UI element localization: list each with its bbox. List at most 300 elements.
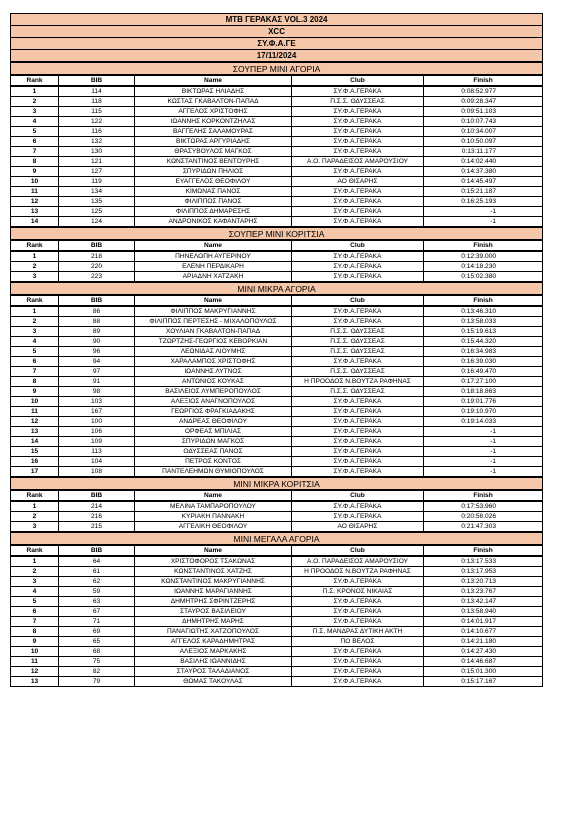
rank-cell: 17	[11, 467, 59, 478]
name-cell: ΚΩΝΣΤΑΝΤΙΝΟΣ ΒΕΝΤΟΥΡΗΣ	[135, 157, 292, 167]
table-row	[11, 327, 543, 337]
bib-cell: 115	[59, 107, 135, 117]
finish-cell: 0:13:58.033	[424, 317, 543, 327]
club-cell: ΣΥ.Φ.Α.ΓΕΡΑΚΑ	[292, 147, 424, 157]
bib-cell: 63	[59, 597, 135, 607]
table-row	[11, 317, 543, 327]
finish-cell: 0:20:58.026	[424, 512, 543, 522]
bib-cell: 88	[59, 317, 135, 327]
rank-cell: 8	[11, 377, 59, 387]
club-cell: Α.Ο. ΠΑΡΑΔΕΙΣΟΣ ΑΜΑΡΟΥΣΙΟΥ	[292, 157, 424, 167]
club-cell: ΣΥ.Φ.Α.ΓΕΡΑΚΑ	[292, 677, 424, 687]
event-title: MTB ΓΕΡΑΚΑΣ VOL.3 2024	[11, 14, 543, 26]
table-row	[11, 677, 543, 687]
finish-cell: 0:16:49.470	[424, 367, 543, 377]
finish-cell: -1	[424, 447, 543, 457]
name-cell: ΒΙΚΤΩΡΑΣ ΗΛΙΑΔΗΣ	[135, 86, 292, 97]
table-row	[11, 306, 543, 317]
column-header-finish: Finish	[424, 295, 543, 306]
finish-cell: 0:16:34.983	[424, 347, 543, 357]
bib-cell: 121	[59, 157, 135, 167]
finish-cell: 0:13:58.940	[424, 607, 543, 617]
bib-cell: 216	[59, 512, 135, 522]
name-cell: ΘΩΜΑΣ ΤΑΚΟΥΛΑΣ	[135, 677, 292, 687]
rank-cell: 11	[11, 407, 59, 417]
name-cell: ΑΛΕΞΙΟΣ ΑΝΑΓΝΟΠΟΥΛΟΣ	[135, 397, 292, 407]
table-row	[11, 262, 543, 272]
bib-cell: 98	[59, 387, 135, 397]
finish-cell: -1	[424, 217, 543, 228]
table-row	[11, 607, 543, 617]
table-row	[11, 397, 543, 407]
club-cell: ΣΥ.Φ.Α.ΓΕΡΑΚΑ	[292, 407, 424, 417]
column-header-name: Name	[135, 240, 292, 251]
club-cell: Π.Σ.Σ. ΟΔΥΣΣΕΑΣ	[292, 97, 424, 107]
column-header-rank: Rank	[11, 295, 59, 306]
finish-cell: 0:14:37.380	[424, 167, 543, 177]
table-row	[11, 367, 543, 377]
table-row	[11, 187, 543, 197]
club-cell: ΣΥ.Φ.Α.ΓΕΡΑΚΑ	[292, 262, 424, 272]
club-cell: ΣΥ.Φ.Α.ΓΕΡΑΚΑ	[292, 397, 424, 407]
name-cell: ΑΛΕΞΙΟΣ ΜΑΡΚΑΚΗΣ	[135, 647, 292, 657]
bib-cell: 127	[59, 167, 135, 177]
results-table	[10, 13, 543, 687]
rank-cell: 3	[11, 272, 59, 283]
rank-cell: 6	[11, 357, 59, 367]
rank-cell: 1	[11, 86, 59, 97]
rank-cell: 12	[11, 667, 59, 677]
name-cell: ΘΡΑΣΥΒΟΥΛΟΣ ΜΑΓΚΟΣ	[135, 147, 292, 157]
bib-cell: 103	[59, 397, 135, 407]
section-header	[11, 62, 543, 75]
table-row	[11, 407, 543, 417]
rank-cell: 12	[11, 417, 59, 427]
table-row	[11, 657, 543, 667]
bib-cell: 114	[59, 86, 135, 97]
club-cell: ΣΥ.Φ.Α.ΓΕΡΑΚΑ	[292, 187, 424, 197]
bib-cell: 135	[59, 197, 135, 207]
table-row	[11, 522, 543, 533]
bib-cell: 125	[59, 207, 135, 217]
column-header-rank: Rank	[11, 545, 59, 556]
rank-cell: 3	[11, 327, 59, 337]
rank-cell: 3	[11, 107, 59, 117]
club-cell: ΣΥ.Φ.Α.ΓΕΡΑΚΑ	[292, 217, 424, 228]
column-header-finish: Finish	[424, 240, 543, 251]
table-row	[11, 567, 543, 577]
column-header-club: Club	[292, 75, 424, 86]
club-cell: Π.Σ. ΚΡΟΝΟΣ ΝΙΚΑΙΑΣ	[292, 587, 424, 597]
name-cell: ΒΙΚΤΩΡΑΣ ΑΡΓΥΡΙΑΔΗΣ	[135, 137, 292, 147]
table-row	[11, 347, 543, 357]
finish-cell: 0:14:01.917	[424, 617, 543, 627]
finish-cell: 0:19:14.033	[424, 417, 543, 427]
finish-cell: 0:19:10.970	[424, 407, 543, 417]
rank-cell: 7	[11, 147, 59, 157]
rank-cell: 3	[11, 577, 59, 587]
bib-cell: 124	[59, 217, 135, 228]
bib-cell: 118	[59, 97, 135, 107]
bib-cell: 64	[59, 556, 135, 567]
finish-cell: 0:13:17.953	[424, 567, 543, 577]
column-header-row	[11, 240, 543, 251]
column-header-name: Name	[135, 545, 292, 556]
table-row	[11, 147, 543, 157]
name-cell: ΑΝΔΡΕΑΣ ΘΕΟΦΙΛΟΥ	[135, 417, 292, 427]
name-cell: ΔΗΜΗΤΡΗΣ ΣΦΡΙΝΤΖΕΡΗΣ	[135, 597, 292, 607]
rank-cell: 6	[11, 137, 59, 147]
bib-cell: 132	[59, 137, 135, 147]
bib-cell: 86	[59, 306, 135, 317]
bib-cell: 100	[59, 417, 135, 427]
bib-cell: 69	[59, 627, 135, 637]
table-row	[11, 86, 543, 97]
name-cell: ΧΟΥΛΙΑΝ ΓΚΑΒΑΛΤΟΝ-ΠΑΠΑΔ	[135, 327, 292, 337]
table-row	[11, 577, 543, 587]
name-cell: ΑΡΙΑΔΝΗ ΧΑΤΖΑΚΗ	[135, 272, 292, 283]
name-cell: ΠΑΝΤΕΛΕΗΜΩΝ ΘΥΜΙΟΠΟΥΛΟΣ	[135, 467, 292, 478]
club-cell: ΣΥ.Φ.Α.ΓΕΡΑΚΑ	[292, 437, 424, 447]
club-cell: Η ΠΡΟΟΔΟΣ Ν.ΒΟΥΤΖΑ ΡΑΦΗΝΑΣ	[292, 567, 424, 577]
rank-cell: 10	[11, 177, 59, 187]
club-cell: ΣΥ.Φ.Α.ΓΕΡΑΚΑ	[292, 86, 424, 97]
column-header-finish: Finish	[424, 490, 543, 501]
rank-cell: 4	[11, 587, 59, 597]
rank-cell: 6	[11, 607, 59, 617]
section-header	[11, 532, 543, 545]
bib-cell: 109	[59, 437, 135, 447]
name-cell: ΒΑΣΙΛΕΙΟΣ ΛΥΜΠΕΡΟΠΟΥΛΟΣ	[135, 387, 292, 397]
finish-cell: 0:17:27.100	[424, 377, 543, 387]
rank-cell: 11	[11, 657, 59, 667]
club-cell: ΣΥ.Φ.Α.ΓΕΡΑΚΑ	[292, 317, 424, 327]
club-cell: ΣΥ.Φ.Α.ΓΕΡΑΚΑ	[292, 607, 424, 617]
column-header-row	[11, 545, 543, 556]
finish-cell: 0:14:45.497	[424, 177, 543, 187]
club-cell: ΣΥ.Φ.Α.ΓΕΡΑΚΑ	[292, 272, 424, 283]
section-title: ΜΙΝΙ ΜΙΚΡΑ ΚΟΡΙΤΣΙΑ	[11, 477, 543, 490]
name-cell: ΒΑΣΙΛΗΣ ΙΩΑΝΝΙΔΗΣ	[135, 657, 292, 667]
table-row	[11, 637, 543, 647]
name-cell: ΑΓΓΕΛΙΚΗ ΘΕΟΦΙΛΟΥ	[135, 522, 292, 533]
rank-cell: 4	[11, 117, 59, 127]
finish-cell: 0:16:39.030	[424, 357, 543, 367]
club-cell: ΣΥ.Φ.Α.ΓΕΡΑΚΑ	[292, 167, 424, 177]
rank-cell: 2	[11, 262, 59, 272]
name-cell: ΕΥΑΓΓΕΛΟΣ ΘΕΟΦΙΛΟΥ	[135, 177, 292, 187]
section-title: ΜΙΝΙ ΜΙΚΡΑ ΑΓΟΡΙΑ	[11, 282, 543, 295]
club-cell: ΑΟ ΘΙΣΑΡΗΣ	[292, 177, 424, 187]
club-cell: Π.Σ. ΜΑΝΔΡΑΣ ΔΥΤΙΚΗ ΑΚΤΗ	[292, 627, 424, 637]
section-title: ΜΙΝΙ ΜΕΓΑΛΑ ΑΓΟΡΙΑ	[11, 532, 543, 545]
name-cell: ΙΩΑΝΝΗΣ ΛΥΤΝΟΣ	[135, 367, 292, 377]
club-cell: ΣΥ.Φ.Α.ΓΕΡΑΚΑ	[292, 127, 424, 137]
rank-cell: 14	[11, 217, 59, 228]
discipline-row	[11, 26, 543, 38]
table-row	[11, 447, 543, 457]
date-row	[11, 50, 543, 63]
section-header	[11, 227, 543, 240]
name-cell: ΑΓΓΕΛΟΣ ΧΡΙΣΤΟΦΗΣ	[135, 107, 292, 117]
club-cell: ΣΥ.Φ.Α.ΓΕΡΑΚΑ	[292, 457, 424, 467]
finish-cell: 0:10:34.007	[424, 127, 543, 137]
rank-cell: 5	[11, 347, 59, 357]
name-cell: ΣΠΥΡΙΔΩΝ ΜΑΓΚΟΣ	[135, 437, 292, 447]
column-header-bib: BIB	[59, 240, 135, 251]
club-cell: Π.Σ.Σ. ΟΔΥΣΣΕΑΣ	[292, 337, 424, 347]
table-row	[11, 437, 543, 447]
rank-cell: 15	[11, 447, 59, 457]
table-row	[11, 97, 543, 107]
club-cell: Π.Σ.Σ. ΟΔΥΣΣΕΑΣ	[292, 327, 424, 337]
rank-cell: 5	[11, 127, 59, 137]
club-cell: Π.Σ.Σ. ΟΔΥΣΣΕΑΣ	[292, 387, 424, 397]
table-row	[11, 617, 543, 627]
organizer-row	[11, 38, 543, 50]
rank-cell: 1	[11, 251, 59, 262]
rank-cell: 8	[11, 627, 59, 637]
bib-cell: 130	[59, 147, 135, 157]
table-row	[11, 217, 543, 228]
club-cell: Π.Σ.Σ. ΟΔΥΣΣΕΑΣ	[292, 347, 424, 357]
bib-cell: 122	[59, 117, 135, 127]
section-title: ΣΟΥΠΕΡ ΜΙΝΙ ΑΓΟΡΙΑ	[11, 62, 543, 75]
table-row	[11, 427, 543, 437]
name-cell: ΑΓΓΕΛΟΣ ΚΑΡΑΔΗΜΗΤΡΑΣ	[135, 637, 292, 647]
finish-cell: -1	[424, 207, 543, 217]
column-header-name: Name	[135, 295, 292, 306]
rank-cell: 8	[11, 157, 59, 167]
table-row	[11, 207, 543, 217]
finish-cell: -1	[424, 457, 543, 467]
name-cell: ΠΑΝΑΓΙΩΤΗΣ ΧΑΤΖΟΠΟΥΛΟΣ	[135, 627, 292, 637]
bib-cell: 113	[59, 447, 135, 457]
club-cell: ΑΟ ΘΙΣΑΡΗΣ	[292, 522, 424, 533]
rank-cell: 10	[11, 647, 59, 657]
club-cell: ΣΥ.Φ.Α.ΓΕΡΑΚΑ	[292, 417, 424, 427]
column-header-bib: BIB	[59, 545, 135, 556]
finish-cell: 0:18:18.863	[424, 387, 543, 397]
finish-cell: 0:09:28.347	[424, 97, 543, 107]
bib-cell: 61	[59, 567, 135, 577]
bib-cell: 116	[59, 127, 135, 137]
name-cell: ΧΑΡΑΛΑΜΠΟΣ ΧΡΙΣΤΟΦΗΣ	[135, 357, 292, 367]
bib-cell: 65	[59, 637, 135, 647]
finish-cell: 0:14:27.430	[424, 647, 543, 657]
name-cell: ΠΕΤΡΟΣ ΚΟΝΤΟΣ	[135, 457, 292, 467]
table-row	[11, 337, 543, 347]
section-header	[11, 282, 543, 295]
bib-cell: 218	[59, 251, 135, 262]
name-cell: ΦΙΛΙΠΠΟΣ ΔΗΜΑΡΕΣΗΣ	[135, 207, 292, 217]
rank-cell: 13	[11, 427, 59, 437]
section-header	[11, 477, 543, 490]
table-row	[11, 627, 543, 637]
table-row	[11, 647, 543, 657]
club-cell: ΣΥ.Φ.Α.ΓΕΡΑΚΑ	[292, 667, 424, 677]
name-cell: ΚΩΝΣΤΑΝΤΙΝΟΣ ΧΑΤΖΗΣ	[135, 567, 292, 577]
club-cell: ΣΥ.Φ.Α.ΓΕΡΑΚΑ	[292, 512, 424, 522]
table-row	[11, 197, 543, 207]
name-cell: ΟΡΦΕΑΣ ΜΠΙΛΙΑΣ	[135, 427, 292, 437]
table-row	[11, 251, 543, 262]
club-cell: ΣΥ.Φ.Α.ΓΕΡΑΚΑ	[292, 577, 424, 587]
club-cell: ΣΥ.Φ.Α.ΓΕΡΑΚΑ	[292, 207, 424, 217]
rank-cell: 11	[11, 187, 59, 197]
finish-cell: 0:08:52.977	[424, 86, 543, 97]
rank-cell: 1	[11, 501, 59, 512]
name-cell: ΧΡΙΣΤΟΦΟΡΟΣ ΤΣΑΚΩΝΑΣ	[135, 556, 292, 567]
finish-cell: 0:15:44.320	[424, 337, 543, 347]
name-cell: ΣΤΑΥΡΟΣ ΤΑΛΑΔΙΑΝΟΣ	[135, 667, 292, 677]
name-cell: ΟΔΥΣΣΕΑΣ ΠΑΝΟΣ	[135, 447, 292, 457]
rank-cell: 9	[11, 167, 59, 177]
club-cell: ΣΥ.Φ.Α.ΓΕΡΑΚΑ	[292, 647, 424, 657]
rank-cell: 10	[11, 397, 59, 407]
name-cell: ΒΑΓΓΕΛΗΣ ΣΑΛΑΜΟΥΡΑΣ	[135, 127, 292, 137]
name-cell: ΚΥΡΙΑΚΗ ΠΑΝΝΑΚΗ	[135, 512, 292, 522]
club-cell: ΣΥ.Φ.Α.ΓΕΡΑΚΑ	[292, 617, 424, 627]
bib-cell: 167	[59, 407, 135, 417]
rank-cell: 1	[11, 556, 59, 567]
name-cell: ΙΩΑΝΝΗΣ ΚΟΡΚΟΝΤΖΗΛΑΣ	[135, 117, 292, 127]
column-header-bib: BIB	[59, 490, 135, 501]
rank-cell: 9	[11, 387, 59, 397]
bib-cell: 106	[59, 427, 135, 437]
name-cell: ΔΗΜΗΤΡΗΣ ΜΑΡΗΣ	[135, 617, 292, 627]
name-cell: ΠΗΝΕΛΟΠΗ ΑΥΓΕΡΙΝΟΥ	[135, 251, 292, 262]
club-cell: ΣΥ.Φ.Α.ΓΕΡΑΚΑ	[292, 306, 424, 317]
bib-cell: 96	[59, 347, 135, 357]
rank-cell: 12	[11, 197, 59, 207]
rank-cell: 14	[11, 437, 59, 447]
section-title: ΣΟΥΠΕΡ ΜΙΝΙ ΚΟΡΙΤΣΙΑ	[11, 227, 543, 240]
table-row	[11, 137, 543, 147]
event-date: 17/11/2024	[11, 50, 543, 63]
club-cell: ΣΥ.Φ.Α.ΓΕΡΑΚΑ	[292, 657, 424, 667]
column-header-club: Club	[292, 240, 424, 251]
club-cell: ΣΥ.Φ.Α.ΓΕΡΑΚΑ	[292, 427, 424, 437]
table-row	[11, 387, 543, 397]
table-row	[11, 357, 543, 367]
name-cell: ΦΙΛΙΠΠΟΣ ΠΕΡΤΕΣΗΣ - ΜΙΧΑΛΟΠΟΥΛΟΣ	[135, 317, 292, 327]
name-cell: ΚΙΜΩΝΑΣ ΠΑΝΟΣ	[135, 187, 292, 197]
bib-cell: 223	[59, 272, 135, 283]
club-cell: ΣΥ.Φ.Α.ΓΕΡΑΚΑ	[292, 251, 424, 262]
club-cell: ΣΥ.Φ.Α.ΓΕΡΑΚΑ	[292, 501, 424, 512]
name-cell: ΚΩΝΣΤΑΝΤΙΝΟΣ ΜΑΚΡΥΓΙΑΝΝΗΣ	[135, 577, 292, 587]
table-row	[11, 177, 543, 187]
table-row	[11, 107, 543, 117]
name-cell: ΓΕΩΡΓΙΟΣ ΦΡΑΓΚΙΑΔΑΚΗΣ	[135, 407, 292, 417]
column-header-bib: BIB	[59, 75, 135, 86]
finish-cell: 0:15:02.380	[424, 272, 543, 283]
finish-cell: -1	[424, 437, 543, 447]
bib-cell: 79	[59, 677, 135, 687]
bib-cell: 215	[59, 522, 135, 533]
table-row	[11, 467, 543, 478]
finish-cell: 0:14:10.677	[424, 627, 543, 637]
bib-cell: 82	[59, 667, 135, 677]
bib-cell: 75	[59, 657, 135, 667]
finish-cell: 0:16:25.193	[424, 197, 543, 207]
bib-cell: 108	[59, 467, 135, 478]
club-cell: ΠΟ ΒΕΛΟΣ	[292, 637, 424, 647]
finish-cell: 0:12:39.000	[424, 251, 543, 262]
column-header-row	[11, 295, 543, 306]
club-cell: ΣΥ.Φ.Α.ΓΕΡΑΚΑ	[292, 197, 424, 207]
rank-cell: 13	[11, 677, 59, 687]
rank-cell: 16	[11, 457, 59, 467]
bib-cell: 91	[59, 377, 135, 387]
finish-cell: 0:13:11.177	[424, 147, 543, 157]
bib-cell: 71	[59, 617, 135, 627]
bib-cell: 220	[59, 262, 135, 272]
rank-cell: 2	[11, 317, 59, 327]
finish-cell: 0:15:21.187	[424, 187, 543, 197]
club-cell: ΣΥ.Φ.Α.ΓΕΡΑΚΑ	[292, 447, 424, 457]
name-cell: ΕΛΕΝΗ ΠΕΡΔΙΚΑΡΗ	[135, 262, 292, 272]
rank-cell: 2	[11, 97, 59, 107]
finish-cell: 0:19:01.776	[424, 397, 543, 407]
rank-cell: 9	[11, 637, 59, 647]
table-row	[11, 512, 543, 522]
bib-cell: 134	[59, 187, 135, 197]
finish-cell: 0:15:17.167	[424, 677, 543, 687]
column-header-club: Club	[292, 490, 424, 501]
name-cell: ΑΝΔΡΟΝΙΚΟΣ ΚΑΦΑΝΤΑΡΗΣ	[135, 217, 292, 228]
event-title-row	[11, 14, 543, 26]
bib-cell: 90	[59, 337, 135, 347]
rank-cell: 7	[11, 617, 59, 627]
rank-cell: 1	[11, 306, 59, 317]
finish-cell: 0:13:17.533	[424, 556, 543, 567]
bib-cell: 214	[59, 501, 135, 512]
name-cell: ΜΕΛΙΝΑ ΤΑΜΠΑΡΟΠΟΥΛΟΥ	[135, 501, 292, 512]
rank-cell: 2	[11, 567, 59, 577]
rank-cell: 7	[11, 367, 59, 377]
organizer-title: ΣΥ.Φ.Α.ΓΕ	[11, 38, 543, 50]
rank-cell: 2	[11, 512, 59, 522]
bib-cell: 67	[59, 607, 135, 617]
name-cell: ΣΤΑΥΡΟΣ ΒΑΣΙΛΕΙΟΥ	[135, 607, 292, 617]
club-cell: ΣΥ.Φ.Α.ΓΕΡΑΚΑ	[292, 467, 424, 478]
rank-cell: 4	[11, 337, 59, 347]
finish-cell: 0:21:47.303	[424, 522, 543, 533]
column-header-row	[11, 75, 543, 86]
finish-cell: 0:14:02.440	[424, 157, 543, 167]
table-row	[11, 597, 543, 607]
table-row	[11, 457, 543, 467]
results-body	[11, 14, 543, 687]
bib-cell: 104	[59, 457, 135, 467]
name-cell: ΤΖΩΡΤΖΗΣ-ΓΕΩΡΓΙΟΣ ΚΕΒΟΡΚΙΑΝ	[135, 337, 292, 347]
finish-cell: -1	[424, 427, 543, 437]
table-row	[11, 167, 543, 177]
column-header-rank: Rank	[11, 490, 59, 501]
club-cell: Α.Ο. ΠΑΡΑΔΕΙΣΟΣ ΑΜΑΡΟΥΣΙΟΥ	[292, 556, 424, 567]
finish-cell: 0:14:18.230	[424, 262, 543, 272]
bib-cell: 119	[59, 177, 135, 187]
club-cell: Π.Σ.Σ. ΟΔΥΣΣΕΑΣ	[292, 367, 424, 377]
bib-cell: 68	[59, 647, 135, 657]
name-cell: ΦΙΛΙΠΠΟΣ ΜΑΚΡΥΓΙΑΝΝΗΣ	[135, 306, 292, 317]
finish-cell: 0:17:53.960	[424, 501, 543, 512]
club-cell: ΣΥ.Φ.Α.ΓΕΡΑΚΑ	[292, 597, 424, 607]
finish-cell: 0:13:42.147	[424, 597, 543, 607]
table-row	[11, 417, 543, 427]
